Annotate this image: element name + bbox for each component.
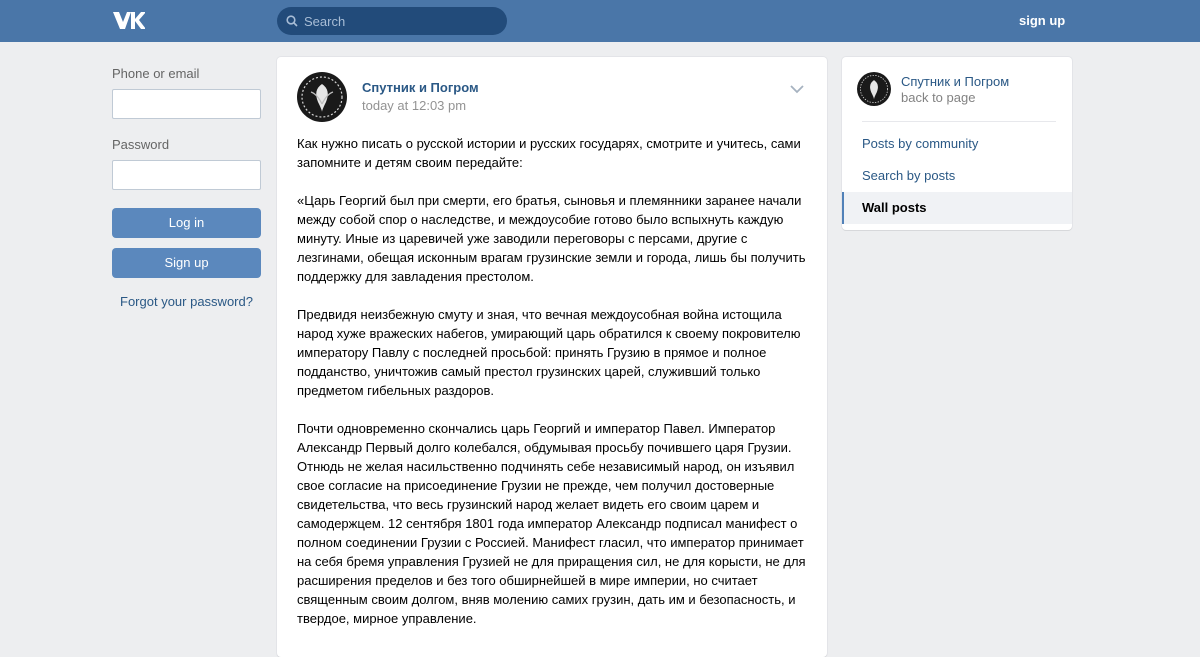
- wall-post: [277, 57, 827, 657]
- phone-label: Phone or email: [112, 66, 200, 81]
- login-button[interactable]: Log in: [112, 208, 261, 238]
- login-panel: [112, 66, 261, 309]
- post-author-link[interactable]: Спутник и Погром: [362, 80, 479, 95]
- signup-button[interactable]: Sign up: [112, 248, 261, 278]
- password-label: Password: [112, 137, 170, 152]
- community-name-link[interactable]: Спутник и Погром: [901, 74, 1010, 89]
- menu-item-posts-by-community[interactable]: Posts by community: [862, 136, 979, 151]
- post-paragraph: Почти одновременно скончались царь Георгий и император Павел. Император Александр Первый долго колебался, обдумывая просьбу почившего царя Грузии. Отнюдь не желая насильственно подчинять себе независимый народ, он изъявил свое согласие на присоединение Грузии не прежде, чем получил достоверные свидетельства, что весь грузинский народ желает видеть его своим царем и самодержцем. 12 сентября 1801 года император Александр подписал манифест о полном соединении Грузии с Россией. Манифест гласил, что император принимает на себя бремя управления Грузией не для приращения сил, не для корысти, не для расширения пределов и без того обширнейшей в мире империи, но считает священным своим долгом, вняв молению самих грузин, дать им и безопасность, и твердое, мирное управление.: [297, 421, 806, 626]
- post-paragraph: «Царь Георгий был при смерти, его братья, сыновья и племянники заранее начали между собой спор о наследстве, и междоусобие готово было вспыхнуть каждую минуту. Иные из царевичей уже заводили переговоры с персами, другие с лезгинами, обещая исконным врагам грузинские земли и города, лишь бы получить поддержку для завладения престолом.: [297, 193, 806, 284]
- back-to-page-link[interactable]: back to page: [901, 90, 976, 105]
- search-icon: [286, 15, 298, 27]
- author-avatar[interactable]: [297, 72, 347, 122]
- signup-link[interactable]: sign up: [1019, 13, 1066, 28]
- password-field[interactable]: [112, 160, 261, 190]
- chevron-down-icon[interactable]: [790, 84, 804, 94]
- menu-item-search-by-posts[interactable]: Search by posts: [862, 168, 956, 183]
- phone-email-field[interactable]: [112, 89, 261, 119]
- search-input[interactable]: [304, 7, 499, 35]
- post-timestamp[interactable]: today at 12:03 pm: [362, 98, 467, 113]
- community-avatar[interactable]: [857, 72, 891, 106]
- forgot-password-link[interactable]: Forgot your password?: [120, 294, 253, 309]
- community-sidebar: [842, 57, 1072, 230]
- divider: [862, 121, 1056, 122]
- post-text: [297, 134, 809, 647]
- vk-logo-icon[interactable]: [112, 10, 145, 31]
- menu-item-wall-posts[interactable]: Wall posts: [842, 192, 1072, 224]
- top-bar: [0, 0, 1200, 42]
- search-box[interactable]: [277, 7, 507, 35]
- post-paragraph: Как нужно писать о русской истории и русских государях, смотрите и учитесь, сами запомните и детям своим передайте:: [297, 136, 801, 170]
- post-paragraph: Предвидя неизбежную смуту и зная, что вечная междоусобная война истощила народ хуже вражеских набегов, умирающий царь обратился к своему покровителю императору Павлу с последней просьбой: принять Грузию в прямое и полное подданство, уничтожив самый престол грузинских царей, служивший только предметом гибельных раздоров.: [297, 307, 801, 398]
